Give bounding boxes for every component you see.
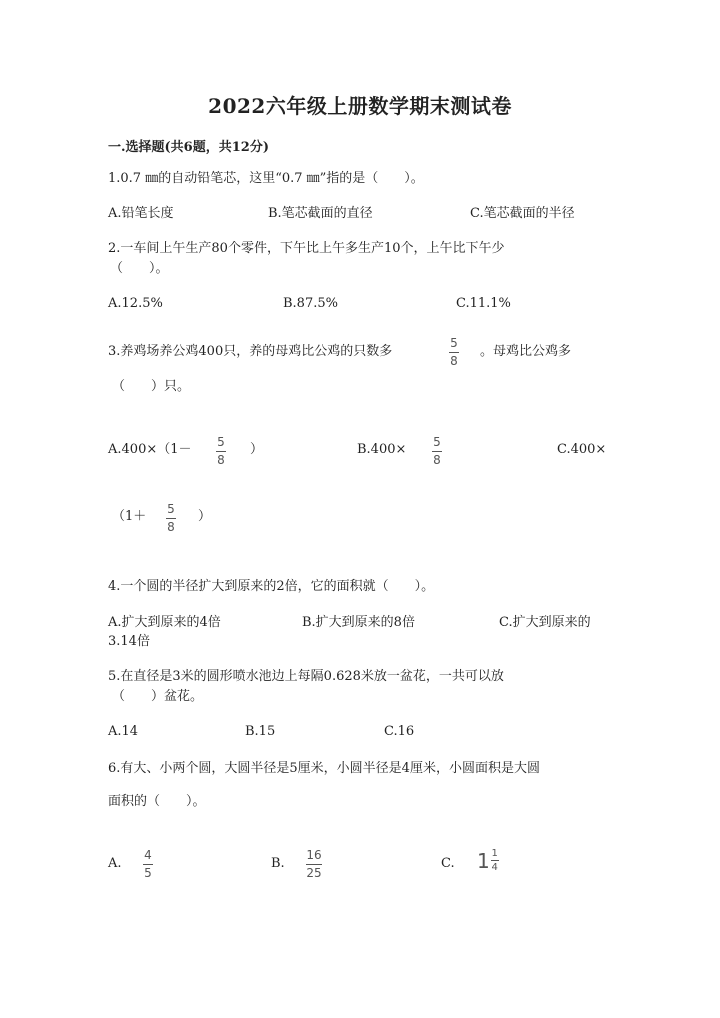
mixed-number-whole: 1 bbox=[477, 848, 490, 873]
question-6-stem-line1: 6.有大、小两个圆，大圆半径是5厘米，小圆半径是4厘米，小圆面积是大圆 bbox=[108, 761, 540, 776]
question-4-option-c-line2: 3.14倍 bbox=[108, 634, 150, 649]
question-1-option-b[interactable]: B.笔芯截面的直径 bbox=[268, 206, 373, 221]
question-2-stem-line2: （ ）。 bbox=[110, 261, 169, 276]
question-3-option-c-line2-suffix: ） bbox=[198, 509, 212, 524]
question-4-option-c[interactable]: C.扩大到原来的 bbox=[499, 615, 591, 630]
fraction-denominator: 4 bbox=[491, 862, 498, 873]
fraction-numerator: 4 bbox=[144, 848, 152, 862]
question-2-option-a[interactable]: A.12.5% bbox=[108, 296, 163, 311]
question-3-fraction bbox=[449, 337, 459, 368]
question-3-stem-line2: （ ）只。 bbox=[112, 379, 191, 394]
fraction-numerator: 16 bbox=[306, 848, 322, 862]
fraction-numerator: 5 bbox=[217, 435, 225, 449]
question-2-stem-line1: 2.一车间上午生产80个零件，下午比上午多生产10个，上午比下午少 bbox=[108, 241, 505, 256]
question-3-option-b-fraction bbox=[432, 436, 442, 467]
fraction-bar bbox=[306, 864, 322, 865]
section-heading: 一.选择题(共6题，共12分) bbox=[108, 140, 269, 155]
question-5-option-c[interactable]: C.16 bbox=[384, 724, 415, 739]
fraction-denominator: 8 bbox=[217, 453, 225, 467]
fraction-bar bbox=[143, 864, 153, 865]
question-5-stem-line2: （ ）盆花。 bbox=[112, 689, 204, 704]
question-6-option-a[interactable]: A. bbox=[108, 856, 122, 871]
fraction-numerator: 5 bbox=[450, 336, 458, 350]
question-5-stem-line1: 5.在直径是3米的圆形喷水池边上每隔0.628米放一盆花，一共可以放 bbox=[108, 669, 504, 684]
fraction-bar bbox=[166, 518, 176, 519]
question-6-option-b-fraction bbox=[306, 849, 322, 880]
question-6-option-c[interactable]: C. bbox=[441, 856, 455, 871]
question-4-stem: 4.一个圆的半径扩大到原来的2倍，它的面积就（ ）。 bbox=[108, 579, 435, 594]
question-4-option-a[interactable]: A.扩大到原来的4倍 bbox=[108, 615, 221, 630]
question-5-option-b[interactable]: B.15 bbox=[245, 724, 276, 739]
question-1-option-c[interactable]: C.笔芯截面的半径 bbox=[470, 206, 575, 221]
fraction-numerator: 1 bbox=[491, 848, 498, 859]
fraction-bar bbox=[216, 451, 226, 452]
question-4-option-b[interactable]: B.扩大到原来的8倍 bbox=[302, 615, 415, 630]
question-2-option-b[interactable]: B.87.5% bbox=[283, 296, 338, 311]
option-a-prefix: A.400×（1－ bbox=[108, 442, 192, 457]
question-6-stem-line2: 面积的（ ）。 bbox=[108, 794, 206, 809]
question-6-option-a-fraction bbox=[143, 849, 153, 880]
mixed-number-fraction bbox=[491, 848, 499, 873]
question-3-option-c-line2-prefix: （1＋ bbox=[112, 509, 147, 524]
fraction-denominator: 8 bbox=[433, 453, 441, 467]
question-3-stem-line1-end: 。母鸡比公鸡多 bbox=[480, 344, 572, 359]
fraction-denominator: 8 bbox=[167, 520, 175, 534]
fraction-denominator: 25 bbox=[306, 866, 322, 880]
question-3-option-c[interactable]: C.400× bbox=[557, 442, 607, 457]
page-title: 2022六年级上册数学期末测试卷 bbox=[208, 94, 512, 118]
question-3-option-c-fraction bbox=[166, 503, 176, 534]
question-3-option-b[interactable]: B.400× bbox=[357, 442, 407, 457]
question-1-stem: 1.0.7 ㎜的自动铅笔芯，这里“0.7 ㎜”指的是（ ）。 bbox=[108, 171, 424, 186]
question-6-option-b[interactable]: B. bbox=[271, 856, 285, 871]
fraction-numerator: 5 bbox=[433, 435, 441, 449]
question-3-option-a-suffix: ） bbox=[250, 442, 264, 457]
fraction-denominator: 8 bbox=[450, 354, 458, 368]
fraction-numerator: 5 bbox=[167, 502, 175, 516]
question-6-option-c-mixed-number bbox=[477, 848, 499, 873]
question-5-option-a[interactable]: A.14 bbox=[108, 724, 139, 739]
fraction-denominator: 5 bbox=[144, 866, 152, 880]
fraction-bar bbox=[449, 352, 459, 353]
question-3-stem-line1: 3.养鸡场养公鸡400只，养的母鸡比公鸡的只数多 bbox=[108, 344, 393, 359]
question-2-option-c[interactable]: C.11.1% bbox=[456, 296, 511, 311]
question-3-option-a[interactable] bbox=[108, 441, 192, 459]
question-1-option-a[interactable]: A.铅笔长度 bbox=[108, 206, 174, 221]
fraction-bar bbox=[432, 451, 442, 452]
fraction-bar bbox=[491, 860, 499, 861]
question-3-option-a-fraction bbox=[216, 436, 226, 467]
